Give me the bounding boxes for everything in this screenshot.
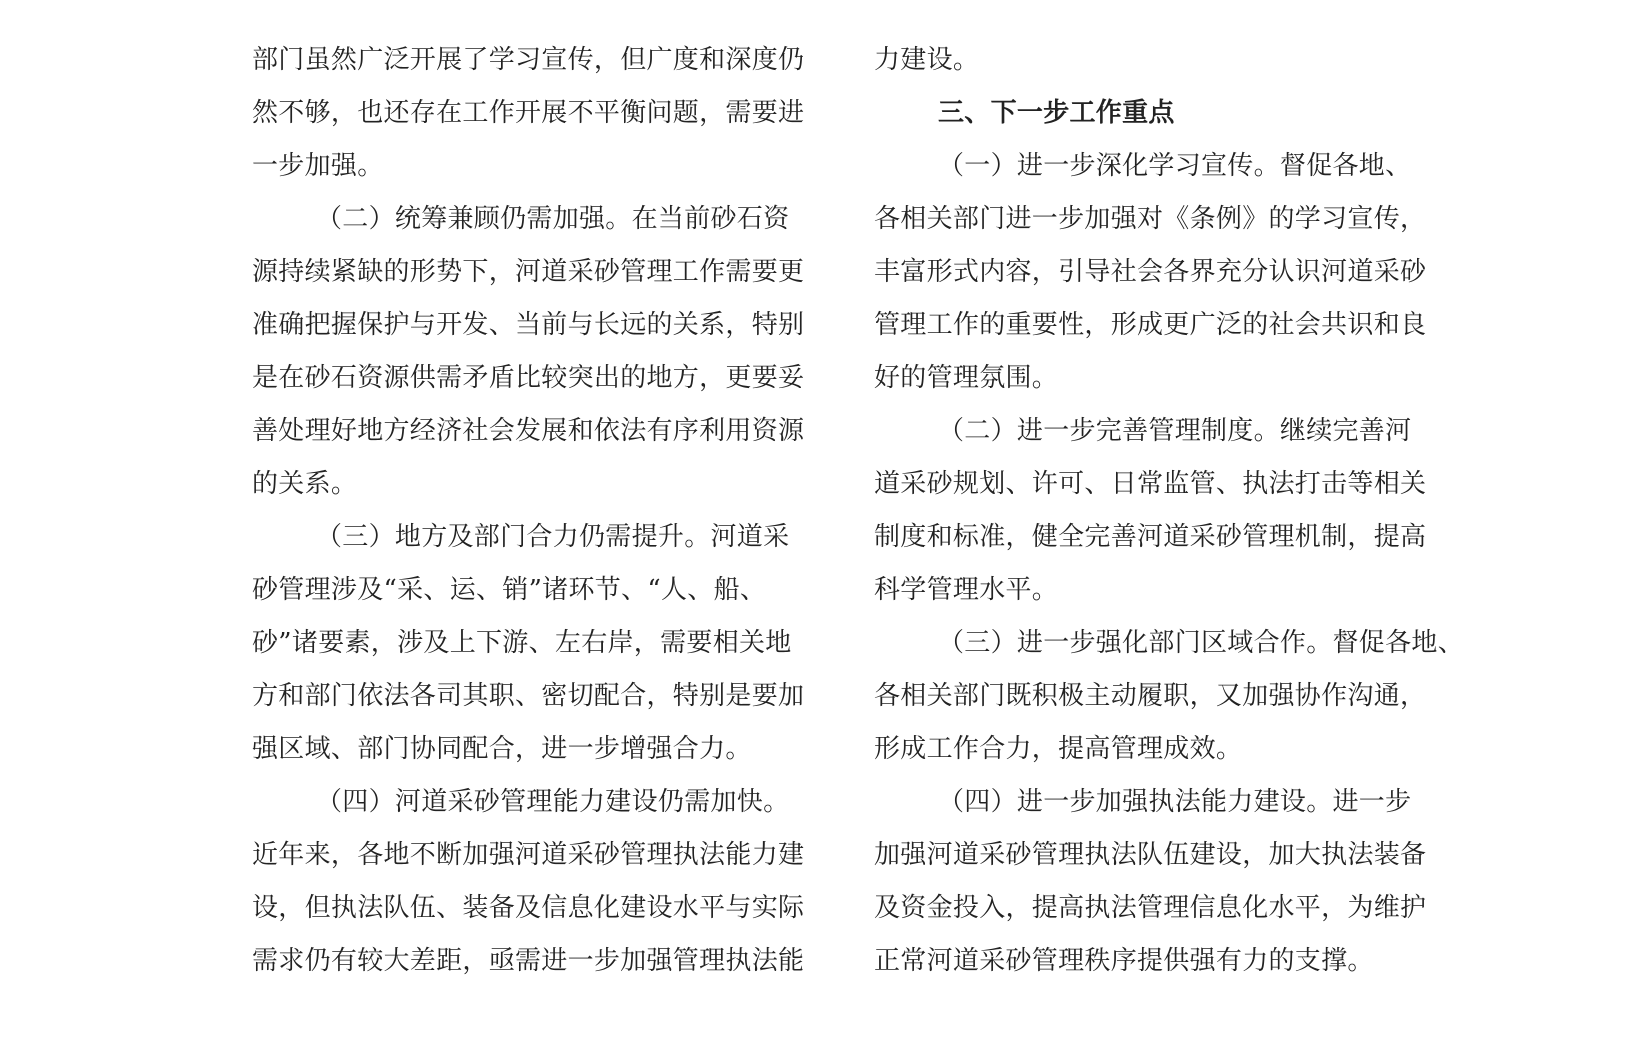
text-line: 方和部门依法各司其职、密切配合，特别是要加 (252, 681, 805, 711)
text-line: 砂管理涉及“采、运、销”诸环节、“人、船、 (252, 575, 767, 605)
text-line: 形成工作合力，提高管理成效。 (874, 734, 1243, 764)
text-line: 及资金投入，提高执法管理信息化水平，为维护 (874, 893, 1427, 923)
text-line: 力建设。 (874, 45, 980, 75)
text-line: 是在砂石资源供需矛盾比较突出的地方，更要妥 (252, 363, 805, 393)
paragraph-start-line: （二）统筹兼顾仍需加强。在当前砂石资 (316, 204, 790, 234)
text-line: 管理工作的重要性，形成更广泛的社会共识和良 (874, 310, 1427, 340)
text-line: 一步加强。 (252, 151, 384, 181)
text-line: 制度和标准，健全完善河道采砂管理机制，提高 (874, 522, 1427, 552)
text-line: 准确把握保护与开发、当前与长远的关系，特别 (252, 310, 805, 340)
right-column (874, 34, 1465, 988)
text-line: 砂”诸要素，涉及上下游、左右岸，需要相关地 (252, 628, 792, 658)
paragraph-start-line: （三）地方及部门合力仍需提升。河道采 (316, 522, 790, 552)
paragraph-start-line: （二）进一步完善管理制度。继续完善河 (938, 416, 1412, 446)
paragraph-start-line: （三）进一步强化部门区域合作。督促各地、 (938, 628, 1465, 658)
text-line: 强区域、部门协同配合，进一步增强合力。 (252, 734, 752, 764)
text-line: 的关系。 (252, 469, 358, 499)
text-line: 需求仍有较大差距，亟需进一步加强管理执法能 (252, 946, 805, 976)
text-line: 各相关部门进一步加强对《条例》的学习宣传， (874, 204, 1427, 234)
text-line: 近年来，各地不断加强河道采砂管理执法能力建 (252, 840, 805, 870)
paragraph-start-line: （四）河道采砂管理能力建设仍需加快。 (316, 787, 790, 817)
text-line: 源持续紧缺的形势下，河道采砂管理工作需要更 (252, 257, 805, 287)
paragraph-start-line: （一）进一步深化学习宣传。督促各地、 (938, 151, 1412, 181)
text-line: 部门虽然广泛开展了学习宣传，但广度和深度仍 (252, 45, 805, 75)
text-line: 善处理好地方经济社会发展和依法有序利用资源 (252, 416, 805, 446)
text-line: 好的管理氛围。 (874, 363, 1059, 393)
text-line: 正常河道采砂管理秩序提供强有力的支撑。 (874, 946, 1374, 976)
text-line: 丰富形式内容，引导社会各界充分认识河道采砂 (874, 257, 1427, 287)
text-line: 科学管理水平。 (874, 575, 1059, 605)
paragraph-start-line: （四）进一步加强执法能力建设。进一步 (938, 787, 1412, 817)
section-heading: 三、下一步工作重点 (938, 98, 1175, 128)
text-line: 然不够，也还存在工作开展不平衡问题，需要进 (252, 98, 805, 128)
text-line: 道采砂规划、许可、日常监管、执法打击等相关 (874, 469, 1427, 499)
left-column (252, 34, 827, 988)
text-line: 加强河道采砂管理执法队伍建设，加大执法装备 (874, 840, 1427, 870)
text-line: 设，但执法队伍、装备及信息化建设水平与实际 (252, 893, 805, 923)
text-line: 各相关部门既积极主动履职，又加强协作沟通， (874, 681, 1427, 711)
